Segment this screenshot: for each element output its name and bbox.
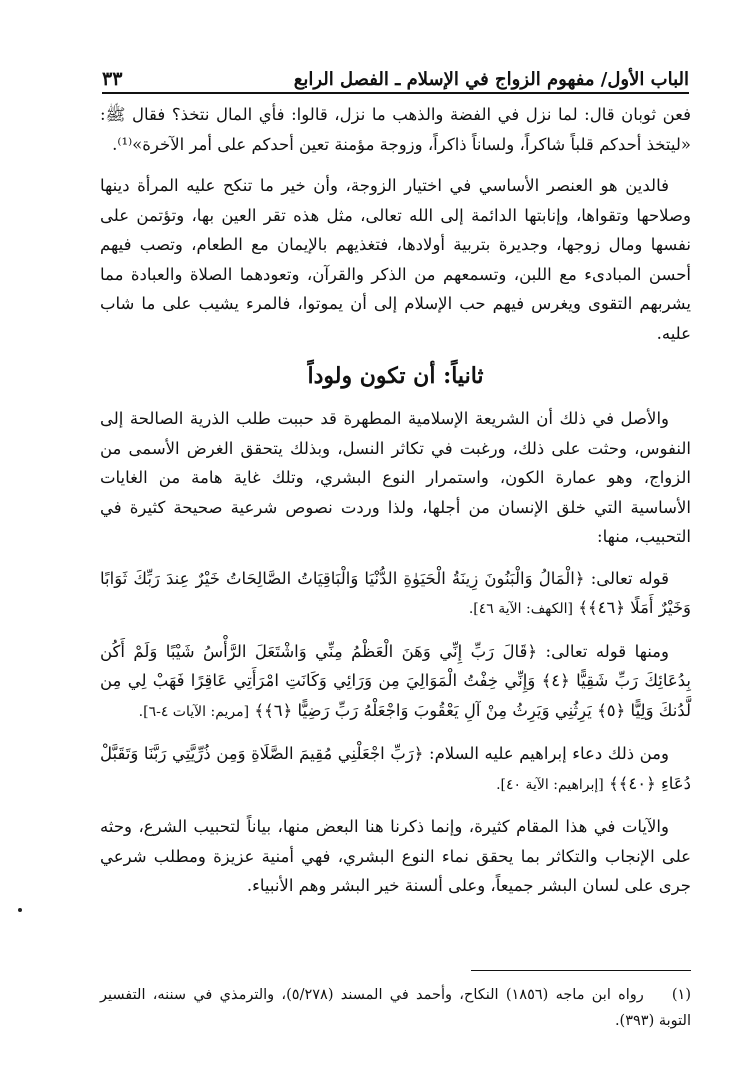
- verse-reference: [مريم: الآيات ٤-٦].: [138, 703, 250, 720]
- verse-intro: ومن ذلك دعاء إبراهيم عليه السلام:: [429, 744, 669, 763]
- page-number: ٣٣: [102, 68, 123, 90]
- paragraph-verses-many: والآيات في هذا المقام كثيرة، وإنما ذكرنا هنا البعض منها، بياناً لتحبيب الشرع، وحثه على الإنجاب والتكاثر بما يحقق نماء النوع البشري، فهي أمنية عزيزة ومطلب شرعي جرى على لسان البشر جميعاً، وعلى ألسنة خير البشر وهم الأنبياء.: [100, 817, 691, 895]
- paragraph-religion: فالدين هو العنصر الأساسي في اختيار الزوجة، وأن خير ما تنكح عليه المرأة دينها وصلاحها وتقواها، وإنابتها الدائمة إلى الله تعالى، مثل هذه تقر العين بها، وتؤتمن على نفسها ومال زوجها، وجديرة بتربية أولادها، فتغذيهم بالإيمان مع الطعام، وتصب فيهم أحسن المبادىء مع اللبن، وتسمعهم من الذكر والقرآن، وتعودهما الصلاة والعبادة مما يشربهم التقوى ويغرس فيهم حب الإسلام إلى أن يموتوا، فالمرء يشيب على ما شاب عليه.: [100, 176, 691, 343]
- verse-intro: قوله تعالى:: [590, 568, 670, 588]
- page-body: [100, 100, 691, 901]
- quran-verse: ﴿الْمَالُ وَالْبَنُونَ زِينَةُ الْحَيَوٰةِ الدُّنْيَا وَالْبَاقِيَاتُ الصَّالِحَاتُ خَيْرٌ عِندَ رَبِّكَ ثَوَابًا وَخَيْرٌ أَمَلًا ﴿٤٦﴾﴾: [100, 568, 691, 617]
- quran-verse: ﴿رَبِّ اجْعَلْنِي مُقِيمَ الصَّلَاةِ وَمِن ذُرِّيَّتِي رَبَّنَا وَتَقَبَّلْ دُعَاءِ ﴿٤٠﴾﴾: [100, 744, 691, 793]
- paragraph-hadith: فعن ثوبان قال: لما نزل في الفضة والذهب ما نزل، قالوا: فأي المال نتخذ؟ فقال ﷺ: «ليتخذ أحدكم قلباً شاكراً، ولساناً ذاكراً، وزوجة مؤمنة تعين أحدكم على أمر الآخرة»⁽¹⁾.: [100, 105, 691, 154]
- footnote-text: رواه ابن ماجه (١٨٥٦) النكاح، وأحمد في المسند (٥/٢٧٨)، والترمذي في سننه، التفسير التوبة (٣٩٣).: [100, 987, 691, 1029]
- paragraph-origin: والأصل في ذلك أن الشريعة الإسلامية المطهرة قد حببت طلب الذرية الصالحة إلى النفوس، وحثت على ذلك، ورغبت في تكاثر النسل، وبذلك يتحقق الغرض الأسمى من الزواج، وهو عمارة الكون، واستمرار النوع البشري، وتلك غاية هامة من الغايات الأساسية التي خلق الإنسان من أجلها، ولذا وردت نصوص شرعية صحيحة كثيرة في التحبيب، منها:: [100, 409, 691, 546]
- footnote-number: (١): [671, 987, 692, 1003]
- chapter-title: الباب الأول/ مفهوم الزواج في الإسلام ـ الفصل الرابع: [293, 69, 689, 90]
- verse-reference: [إبراهيم: الآية ٤٠].: [496, 776, 604, 793]
- scan-mark: [18, 908, 22, 912]
- verse-intro: ومنها قوله تعالى:: [545, 641, 669, 661]
- verse-maryam: [100, 637, 691, 728]
- running-header: [102, 56, 689, 94]
- verse-kahf: [100, 564, 691, 625]
- footnote-divider: [471, 970, 691, 971]
- section-heading: ثانياً: أن تكون ولوداً: [307, 363, 484, 389]
- quran-verse: ﴿قَالَ رَبِّ إِنِّي وَهَنَ الْعَظْمُ مِنِّي وَاشْتَعَلَ الرَّأْسُ شَيْبًا وَلَمْ أَكُن بِدُعَائِكَ رَبِّ شَقِيًّا ﴿٤﴾ وَإِنِّي خِفْتُ الْمَوَالِيَ مِن وَرَائِي وَكَانَتِ امْرَأَتِي عَاقِرًا فَهَبْ لِي مِن لَّدُنكَ وَلِيًّا ﴿٥﴾ يَرِثُنِي وَيَرِثُ مِنْ آلِ يَعْقُوبَ وَاجْعَلْهُ رَبِّ رَضِيًّا ﴿٦﴾﴾: [100, 641, 691, 720]
- footnote: [100, 982, 691, 1034]
- verse-reference: [الكهف: الآية ٤٦].: [468, 601, 573, 617]
- verse-ibrahim: [100, 739, 691, 800]
